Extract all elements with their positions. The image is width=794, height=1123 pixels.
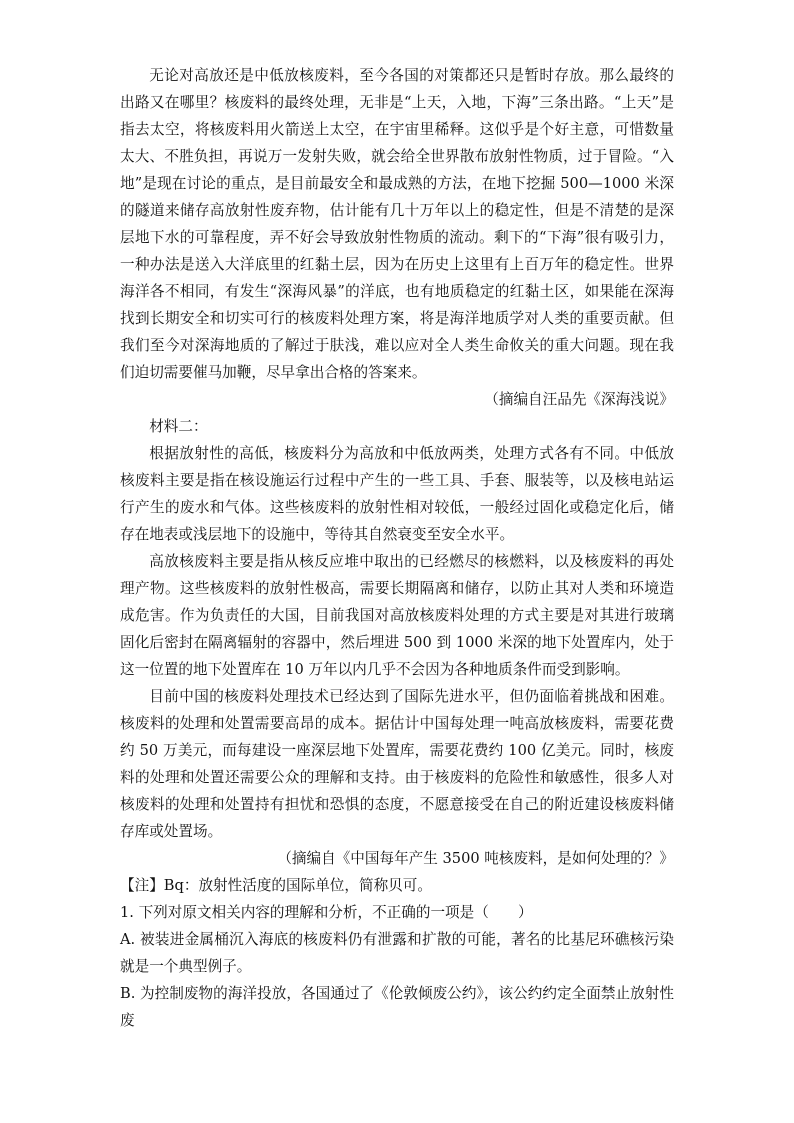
paragraph-challenges: 目前中国的核废料处理技术已经达到了国际先进水平，但仍面临着挑战和困难。核废料的处理和处置需要高昂的成本。据估计中国每处理一吨高放核废料，需要花费约 50 万美元，而每建设一座深层地下处置库，需要花费约 100 亿美元。同时，核废料的处理和处置还需要公众的理解和支持。由于核废料的危险性和敏感性，很多人对核废料的处理和处置持有担忧和恐惧的态度，不愿意接受在自己的附近建设核废料储存库或处置场。 — [120, 688, 674, 840]
source-citation-2: （摘编自《中国每年产生 3500 吨核废料，是如何处理的？》 — [277, 850, 674, 867]
paragraph-high-level-waste: 高放核废料主要是指从核反应堆中取出的已经燃尽的核燃料，以及核废料的再处理产物。这些核废料的放射性极高，需要长期隔离和储存，以防止其对人类和环境造成危害。作为负责任的大国，目前我国对高放核废料处理的方式主要是对其进行玻璃固化后密封在隔离辐射的容器中，然后埋进 500 到 1000 米深的地下处置库内，处于这一位置的地下处置库在 10 万年以内几乎不会因为各种地质条件而受到影响。 — [120, 553, 674, 678]
note: 【注】Bq：放射性活度的国际单位，简称贝可。 — [120, 877, 432, 894]
source-citation-1: （摘编自汪品先《深海浅说》 — [484, 391, 674, 408]
document-page — [120, 62, 674, 1034]
paragraph-classification: 根据放射性的高低，核废料分为高放和中低放两类，处理方式各有不同。中低放核废料主要是指在核设施运行过程中产生的一些工具、手套、服装等，以及核电站运行产生的废水和气体。这些核废料的放射性相对较低，一般经过固化或稳定化后，储存在地表或浅层地下的设施中，等待其自然衰变至安全水平。 — [120, 445, 674, 543]
option-a: A. 被装进金属桶沉入海底的核废料仍有泄露和扩散的可能，著名的比基尼环礁核污染就是一个典型例子。 — [120, 931, 674, 975]
paragraph-deep-sea: 无论对高放还是中低放核废料，至今各国的对策都还只是暂时存放。那么最终的出路又在哪里？核废料的最终处理，无非是“上天，入地，下海”三条出路。“上天”是指去太空，将核废料用火箭送上太空，在宇宙里稀释。这似乎是个好主意，可惜数量太大、不胜负担，再说万一发射失败，就会给全世界散布放射性物质，过于冒险。“入地”是现在讨论的重点，是目前最安全和最成熟的方法，在地下挖掘 500—1000 米深的隧道来储存高放射性废弃物，估计能有几十万年以上的稳定性，但是不清楚的是深层地下水的可靠程度，弄不好会导致放射性物质的流动。剩下的“下海”很有吸引力，一种办法是送入大洋底里的红黏土层，因为在历史上这里有上百万年的稳定性。世界海洋各不相同，有发生“深海风暴”的洋底，也有地质稳定的红黏土区，如果能在深海找到长期安全和切实可行的核废料处理方案，将是海洋地质学对人类的重要贡献。但我们至今对深海地质的了解过于肤浅，难以应对全人类生命攸关的重大问题。现在我们迫切需要催马加鞭，尽早拿出合格的答案来。 — [120, 67, 674, 381]
option-b: B. 为控制废物的海洋投放，各国通过了《伦敦倾废公约》，该公约约定全面禁止放射性废 — [120, 985, 674, 1029]
material-two-label: 材料二： — [149, 418, 208, 435]
question-stem: 1. 下列对原文相关内容的理解和分析，不正确的一项是（ ） — [120, 904, 533, 921]
